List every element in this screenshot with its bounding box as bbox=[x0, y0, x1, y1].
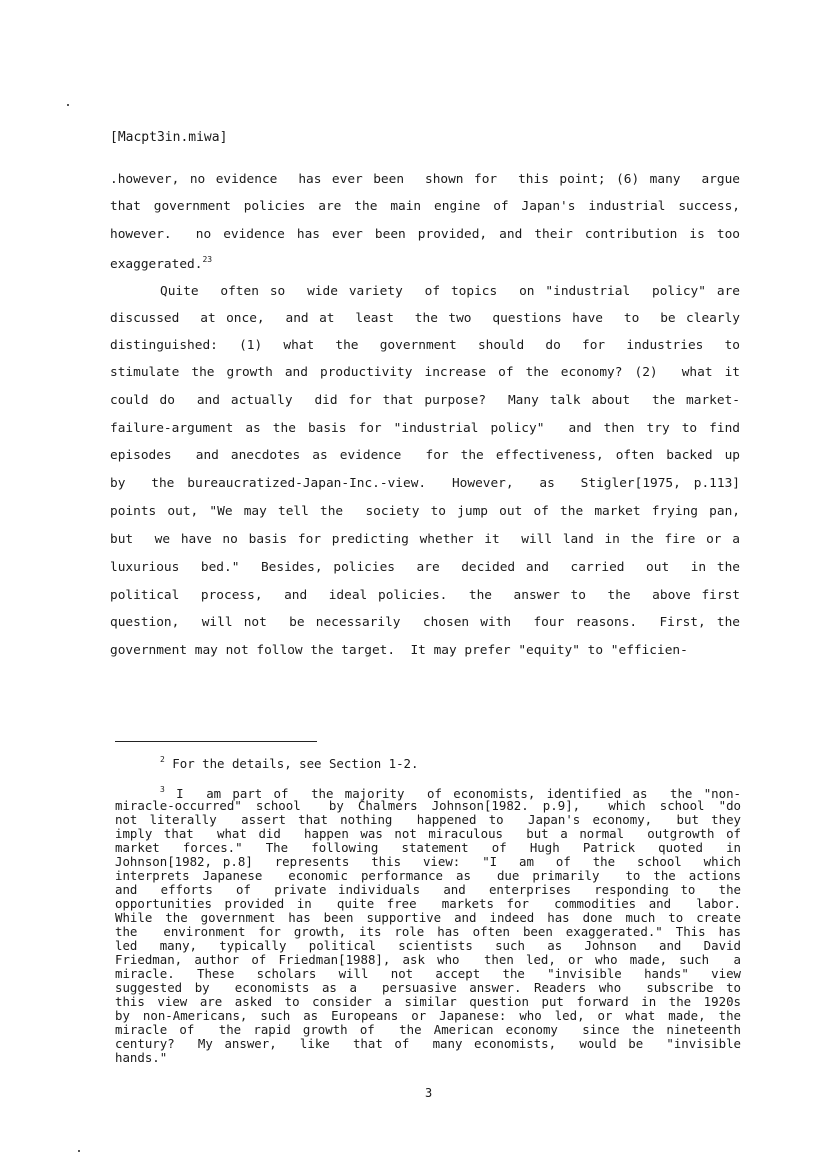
footnote-3-line: not literally assert that nothing happened to Japan's economy, but they bbox=[115, 812, 741, 827]
footnote-3-line: opportunities provided in quite free markets for commodities and labor. bbox=[115, 896, 741, 911]
footnote-3-line: Johnson[1982, p.8] represents this view: "I am of the school which bbox=[115, 854, 741, 869]
body-line: but we have no basis for predicting whether it will land in the fire or a bbox=[110, 532, 740, 547]
body-line-text: exaggerated. bbox=[110, 257, 203, 272]
body-line: distinguished: (1) what the government should do for industries to bbox=[110, 338, 740, 353]
footnote-3-line: miracle of the rapid growth of the American economy since the nineteenth bbox=[115, 1022, 741, 1037]
body-line: Quite often so wide variety of topics on "industrial policy" are bbox=[160, 284, 740, 299]
footnote-3-line: imply that what did happen was not miraculous but a normal outgrowth of bbox=[115, 826, 741, 841]
footnote-2-text: For the details, see Section 1-2. bbox=[172, 756, 419, 771]
footnote-2-marker: 2 bbox=[160, 755, 165, 764]
body-line: luxurious bed." Besides, policies are decided and carried out in the bbox=[110, 560, 740, 575]
body-line: that government policies are the main engine of Japan's industrial success, bbox=[110, 199, 740, 214]
body-line: points out, "We may tell the society to jump out of the market frying pan, bbox=[110, 504, 740, 519]
scan-speck bbox=[67, 104, 69, 106]
body-line: stimulate the growth and productivity increase of the economy? (2) what it bbox=[110, 365, 740, 380]
footnote-3-line: led many, typically political scientists such as Johnson and David bbox=[115, 938, 741, 953]
body-line bbox=[110, 255, 740, 272]
footnote-3-marker: 3 bbox=[160, 785, 165, 794]
footnote-3-line: hands." bbox=[115, 1050, 168, 1065]
footnote-3-line: market forces." The following statement of Hugh Patrick quoted in bbox=[115, 840, 741, 855]
page-number: 3 bbox=[425, 1086, 433, 1100]
body-line: .however, no evidence has ever been shown for this point; (6) many argue bbox=[110, 172, 740, 187]
footnote-3-line: Friedman, author of Friedman[1988], ask who then led, or who made, such a bbox=[115, 952, 741, 967]
body-line: political process, and ideal policies. the answer to the above first bbox=[110, 588, 740, 603]
body-line: failure-argument as the basis for "industrial policy" and then try to find bbox=[110, 421, 740, 436]
footnote-3-line: by non-Americans, such as Europeans or Japanese: who led, or what made, the bbox=[115, 1008, 741, 1023]
footnote-3-line: century? My answer, like that of many economists, would be "invisible bbox=[115, 1036, 741, 1051]
body-line: episodes and anecdotes as evidence for the effectiveness, often backed up bbox=[110, 448, 740, 463]
document-reference-header: [Macpt3in.miwa] bbox=[110, 130, 228, 145]
body-line: however. no evidence has ever been provided, and their contribution is too bbox=[110, 227, 740, 242]
body-line: discussed at once, and at least the two questions have to be clearly bbox=[110, 311, 740, 326]
body-line: by the bureaucratized-Japan-Inc.-view. However, as Stigler[1975, p.113] bbox=[110, 476, 740, 491]
footnote-marker: 23 bbox=[202, 255, 213, 264]
body-line: could do and actually did for that purpose? Many talk about the market- bbox=[110, 393, 740, 408]
footnote-3-text: I am part of the majority of economists, identified as the "non- bbox=[176, 786, 741, 801]
scan-speck bbox=[78, 1150, 80, 1152]
footnote-2 bbox=[160, 756, 741, 770]
footnote-separator bbox=[115, 741, 317, 742]
footnote-3-line: While the government has been supportive and indeed has done much to create bbox=[115, 910, 741, 925]
footnote-3-line: miracle-occurred" school by Chalmers Johnson[1982. p.9], which school "do bbox=[115, 798, 741, 813]
footnote-3-line: miracle. These scholars will not accept the "invisible hands" view bbox=[115, 966, 741, 981]
footnote-3-line: interprets Japanese economic performance as due primarily to the actions bbox=[115, 868, 741, 883]
footnote-3-line: this view are asked to consider a similar question put forward in the 1920s bbox=[115, 994, 741, 1009]
footnote-3-line: the environment for growth, its role has often been exaggerated." This has bbox=[115, 924, 741, 939]
footnote-3-line: suggested by economists as a persuasive answer. Readers who subscribe to bbox=[115, 980, 741, 995]
body-line: question, will not be necessarily chosen with four reasons. First, the bbox=[110, 615, 740, 630]
footnote-3-line: and efforts of private individuals and enterprises responding to the bbox=[115, 882, 741, 897]
body-line: government may not follow the target. It may prefer "equity" to "efficien- bbox=[110, 643, 688, 658]
